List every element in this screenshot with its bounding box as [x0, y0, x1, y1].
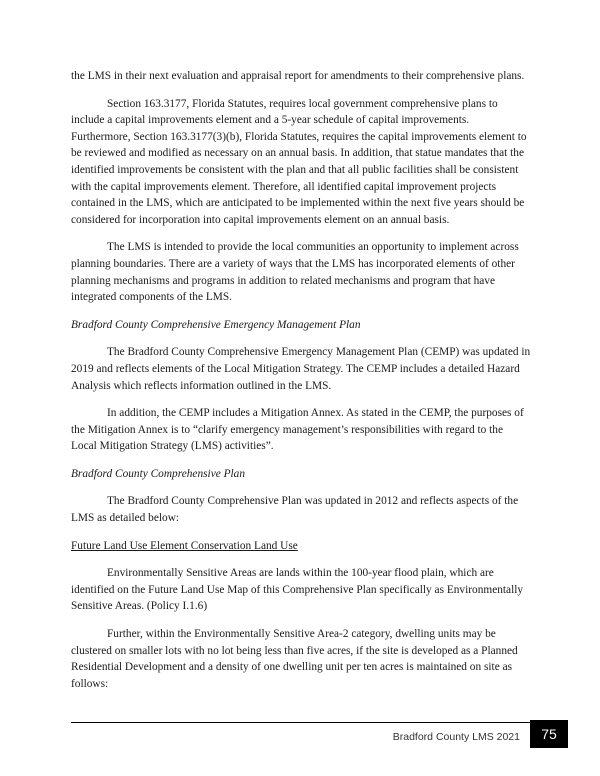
paragraph-sensitive-areas: Environmentally Sensitive Areas are lands within the 100-year flood plain, which are identified on the Future Land Use Map of this Comprehensive Plan specifically as Environmentally Sensitive Areas. (Policy I.1.6): [71, 567, 524, 613]
heading-comprehensive-plan: Bradford County Comprehensive Plan: [71, 467, 246, 480]
paragraph-capital-improvements: Section 163.3177, Florida Statutes, requires local government comprehensive plans to include a capital improvements element and a 5-year schedule of capital improvements. Furthermore, Section 163.3177(3)(b), Florida Statutes, requires the capital improvements element to be reviewed and modified as necessary on an annual basis. In addition, that statue mandates that the identified improvements be consistent with the plan and that all public facilities shall be consistent with the capital improvements element. Therefore, all identified capital improvement projects contained in the LMS, which are anticipated to be implemented within the next five years should be considered for incorporation into capital improvements element on an annual basis.: [71, 97, 527, 226]
footer-document-title: Bradford County LMS 2021: [392, 731, 520, 743]
paragraph-lms-intent: The LMS is intended to provide the local communities an opportunity to implement across planning boundaries. There are a variety of ways that the LMS has incorporated elements of other planning mechanisms and programs in addition to related mechanisms and program that have integrated components of the LMS.: [71, 241, 519, 304]
heading-future-land-use: Future Land Use Element Conservation Land Use: [71, 539, 298, 552]
paragraph-continuation: the LMS in their next evaluation and appraisal report for amendments to their comprehensive plans.: [71, 70, 525, 82]
paragraph-mitigation-annex: In addition, the CEMP includes a Mitigation Annex. As stated in the CEMP, the purposes of the Mitigation Annex is to “clarify emergency management’s responsibilities with regard to the Local Mitigation Strategy (LMS) activities”.: [71, 407, 524, 453]
page-number: 75: [530, 720, 568, 748]
paragraph-sensitive-area-2: Further, within the Environmentally Sensitive Area-2 category, dwelling units may be clustered on smaller lots with no lot being less than five acres, if the site is developed as a Planned Residential Development and a density of one dwelling unit per ten acres is maintained on site as follows:: [71, 628, 518, 690]
paragraph-comprehensive-plan-update: The Bradford County Comprehensive Plan was updated in 2012 and reflects aspects of the LMS as detailed below:: [71, 495, 519, 525]
footer-divider: [71, 722, 530, 723]
paragraph-cemp-update: The Bradford County Comprehensive Emergency Management Plan (CEMP) was updated in 2019 and reflects elements of the Local Mitigation Strategy. The CEMP includes a detailed Hazard Analysis which reflects information outlined in the LMS.: [71, 346, 531, 392]
heading-cemp: Bradford County Comprehensive Emergency Management Plan: [71, 318, 361, 331]
page-body: [71, 68, 531, 703]
